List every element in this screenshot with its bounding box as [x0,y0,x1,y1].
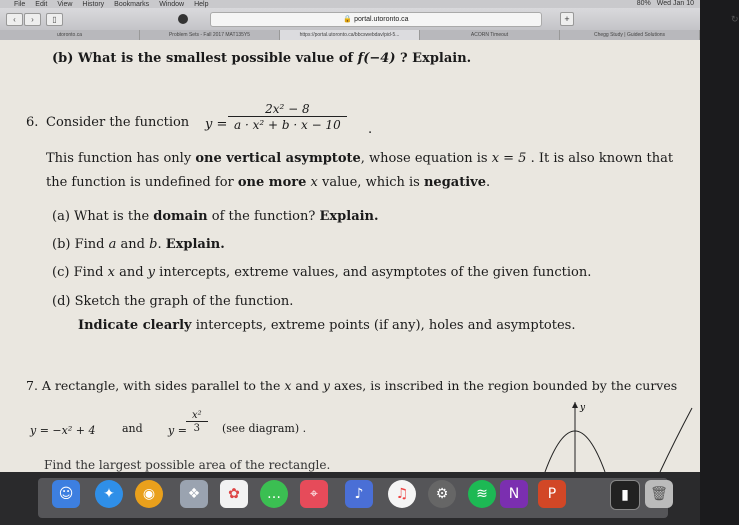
menu-window[interactable]: Window [159,0,185,8]
address-bar[interactable] [210,12,739,27]
diagram-y-arrow-icon [572,402,578,408]
q6-part-b-and: and [120,237,145,252]
q6-part-c-var2: y [147,265,156,280]
terminal-icon[interactable]: ▮ [610,480,640,510]
dock [0,472,700,525]
q7-and2: and [122,422,143,435]
itunes-icon[interactable]: ♪ [345,480,373,508]
finder-icon[interactable]: ☺ [52,480,80,508]
forward-button[interactable]: › [24,13,41,26]
status-area [637,0,694,7]
q6-part-a-label: (a) [52,209,70,224]
q7-next-line: Find the largest possible area of the rectangle. [44,458,331,472]
q6-part-b-bold: Explain. [165,237,225,252]
tab-problem-sets[interactable]: Problem Sets - Fall 2017 MAT135Y5 [140,30,280,40]
q6-part-c-rest: intercepts, extreme values, and asymptotes of the given function. [159,265,592,280]
system-prefs-icon[interactable]: ⚙ [428,480,456,508]
q6-period: . [368,122,373,137]
q6-part-d-label: (d) [52,294,71,309]
q7-label: 7. [26,378,38,393]
tab-pdf[interactable]: https://portal.utoronto.ca/bbcswebdav/pid-5... [280,30,420,40]
q6-line1-bold: one vertical asymptote [195,151,361,166]
prev-part-b-bold: smallest [166,51,227,66]
menu-history[interactable]: History [82,0,105,8]
maps-icon[interactable]: ⌖ [300,480,328,508]
q6-line2-a: the function is undefined for [46,175,234,190]
q7-and: and [295,378,319,393]
q7-curve2-fraction [186,410,208,434]
q7-diagram [540,400,700,472]
new-tab-button[interactable]: + [560,12,574,26]
q6-line2-bold2: negative [423,175,486,190]
q6-line1-c: . It is also known that [530,151,674,166]
powerpoint-icon[interactable]: P [538,480,566,508]
q6-part-d-rest: intercepts, extreme points (if any), holes and asymptotes. [195,318,576,333]
prev-part-b-text1: What is the [77,51,162,66]
browser-toolbar [0,8,739,30]
q6-part-d [52,294,293,309]
q6-part-a-bold: domain [153,209,208,224]
photos-icon[interactable]: ✿ [220,480,248,508]
q6-part-a-bold2: Explain. [319,209,379,224]
address-text: portal.utoronto.ca [354,16,409,23]
back-button[interactable]: ‹ [6,13,23,26]
q6-part-b-var2: b [149,237,158,252]
document-page [0,40,700,472]
q6-part-a [52,209,379,224]
diagram-parabola-up [660,408,692,472]
q6-line1 [46,151,673,166]
q6-line2-b: value, which is [321,175,420,190]
q7-var1: x [284,378,292,393]
tab-utoronto[interactable]: utoronto.ca [0,30,140,40]
q7-line1 [26,378,677,393]
q6-part-c-label: (c) [52,265,70,280]
q7-curve2-num: x² [192,410,202,421]
q6-part-b-period: . [157,237,162,252]
chrome-icon[interactable]: ◉ [135,480,163,508]
prev-part-b-text3: ? Explain. [400,51,472,66]
safari-icon[interactable]: ✦ [95,480,123,508]
tab-chegg[interactable]: Chegg Study | Guided Solutions [560,30,700,40]
lock-icon: 🔒 [343,16,353,23]
q6-line2-c: . [486,175,491,190]
messages-icon[interactable]: … [260,480,288,508]
reload-icon[interactable]: ↻ [731,14,739,24]
q6-part-c-and: and [119,265,144,280]
q6-line1-a: This function has only [46,151,192,166]
onenote-icon[interactable]: N [500,480,528,508]
q6-part-b-label: (b) [52,237,71,252]
diagram-y-label: y [580,403,586,413]
q6-part-b [52,237,225,252]
music-icon[interactable]: ♫ [388,480,416,508]
q6-part-a-text2: of the function? [211,209,316,224]
menu-edit[interactable]: Edit [35,0,48,8]
prev-part-b [52,51,471,66]
q7-see-diagram: (see diagram) . [222,422,307,435]
q6-line2 [46,175,490,190]
q6-line1-eq: x = 5 [491,151,527,166]
q6-fraction [228,102,347,132]
menu-file[interactable]: File [14,0,26,8]
tab-bar [0,30,700,40]
prev-part-b-expr: f(−4) [357,51,396,66]
q6-part-a-text: What is the [74,209,150,224]
tab-acorn[interactable]: ACORN Timeout [420,30,560,40]
launchpad-icon[interactable]: ❖ [180,480,208,508]
prev-part-b-text2: possible value of [231,51,354,66]
q7-curve2-den: 3 [186,421,208,434]
q6-part-b-text: Find [74,237,105,252]
prev-part-b-label: (b) [52,51,74,66]
q6-line2-bold: one more [237,175,307,190]
menu-help[interactable]: Help [194,0,209,8]
q6-label: 6. [26,115,39,130]
q7-curve2-lhs: y = [168,424,187,437]
spotify-icon[interactable]: ≋ [468,480,496,508]
q6-line1-b: , whose equation is [360,151,488,166]
q7-text1: A rectangle, with sides parallel to the [41,378,281,393]
q6-part-c-var1: x [107,265,115,280]
menu-bar [0,0,700,8]
sidebar-toggle-button[interactable]: ▯ [46,13,63,26]
q6-denominator: a · x² + b · x − 10 [228,116,347,132]
q7-curve1: y = −x² + 4 [30,424,96,437]
q6-part-d-bold: Indicate clearly [78,318,192,333]
q6-part-b-var1: a [108,237,117,252]
trash-icon[interactable]: 🗑 [645,480,673,508]
q7-var2: y [322,378,330,393]
q6-numerator: 2x² − 8 [265,102,310,116]
q6-part-d-text: Sketch the graph of the function. [74,294,294,309]
q6-part-d-line2 [78,318,575,333]
q6-part-c-text: Find [73,265,104,280]
clock[interactable]: Wed Jan 10 [656,0,694,7]
menu-view[interactable]: View [57,0,73,8]
q6-line2-var: x [310,175,318,190]
q6-part-c [52,265,591,280]
battery-indicator[interactable]: 80% [636,0,651,7]
menu-bookmarks[interactable]: Bookmarks [114,0,150,8]
q6-intro: Consider the function [46,115,190,130]
q7-text2: axes, is inscribed in the region bounded by the curves [333,378,678,393]
stop-icon[interactable] [178,14,188,24]
q6-lhs: y = [205,117,228,132]
